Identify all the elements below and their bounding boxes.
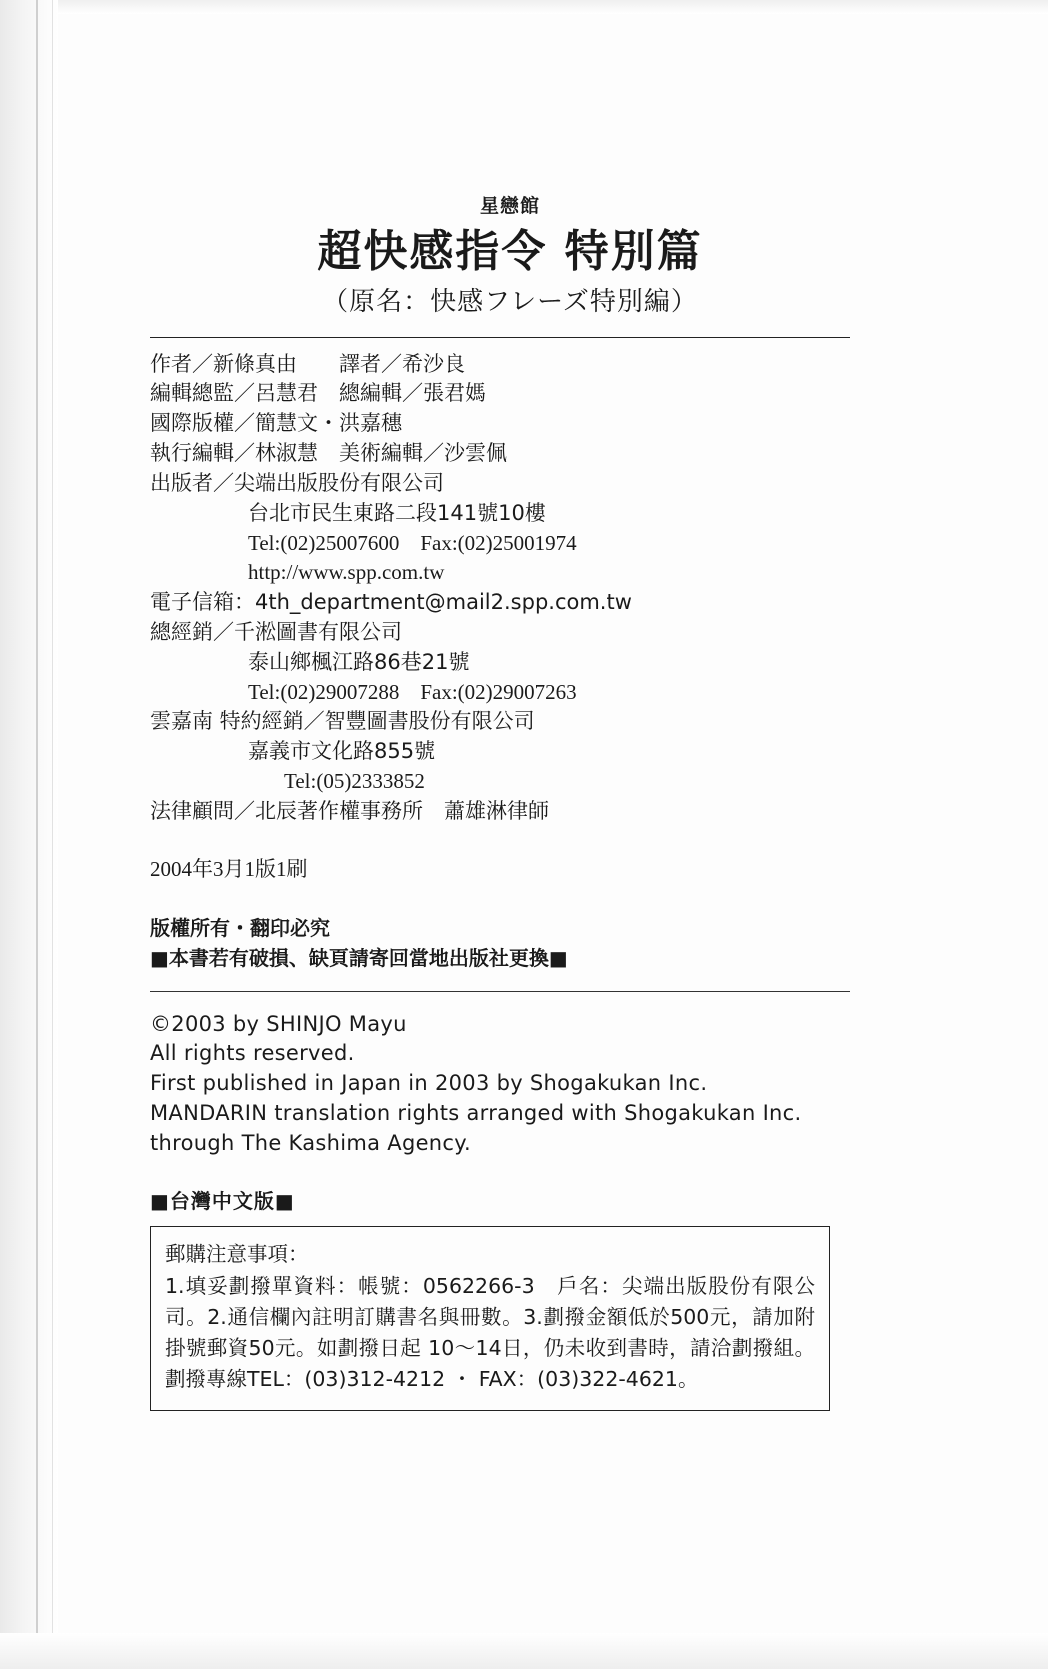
divider-top [150, 337, 850, 338]
scan-edge-left [0, 0, 58, 1669]
distributor-phone-fax: Tel:(02)29007288 Fax:(02)29007263 [248, 679, 577, 704]
credit-legal-counsel: 法律顧問／北辰著作權事務所 蕭雄淋律師 [150, 798, 549, 823]
publication-date: 2004年3月1版1刷 [150, 856, 308, 881]
mail-order-body: 1.填妥劃撥單資料：帳號：0562266-3 戶名：尖端出版股份有限公司。2.通信欄內註明訂購書名與冊數。3.劃撥金額低於500元，請加附掛號郵資50元。如劃撥日起 10～14日，仍未收到書時，請洽劃撥組。劃撥專線TEL：(03)312-4212 ・ FAX：(03)322-4621。 [165, 1274, 815, 1391]
english-translation-rights-line: MANDARIN translation rights arranged with Shogakukan Inc. [150, 1101, 802, 1126]
publisher-website: http://www.spp.com.tw [248, 560, 445, 585]
colophon-content [150, 0, 870, 1411]
credit-author: 作者／新條真由 譯者／希沙良 [150, 351, 465, 376]
english-first-published-line: First published in Japan in 2003 by Shogakukan Inc. [150, 1071, 708, 1096]
regional-distributor-phone: Tel:(05)2333852 [284, 769, 425, 794]
publisher-address: 台北市民生東路二段141號10樓 [248, 500, 546, 525]
english-copyright-line: ©2003 by SHINJO Mayu [150, 1011, 407, 1036]
credit-editor-in-chief: 編輯總監／呂慧君 總編輯／張君媽 [150, 381, 486, 406]
english-copyright-block [150, 1010, 870, 1159]
mail-order-title: 郵購注意事項： [165, 1241, 309, 1266]
credits-block [150, 350, 870, 827]
copyright-notice [150, 913, 870, 973]
credit-email: 電子信箱：4th_department@mail2.spp.com.tw [150, 590, 632, 615]
credit-distributor: 總經銷／千淞圖書有限公司 [150, 619, 402, 644]
credit-international-rights: 國際版權／簡慧文・洪嘉穗 [150, 411, 402, 436]
scan-edge-fold-line [36, 0, 38, 1669]
copyright-notice-line2: ■本書若有破損、缺頁請寄回當地出版社更換■ [150, 945, 568, 970]
page-title: 超快感指令 特別篇 [317, 225, 703, 277]
series-label: 星戀館 [479, 195, 540, 217]
scan-edge-bottom [0, 1633, 1048, 1669]
edition-tag: ■台灣中文版■ [150, 1188, 295, 1213]
credit-publisher: 出版者／尖端出版股份有限公司 [150, 470, 444, 495]
credit-executive-editor: 執行編輯／林淑慧 美術編輯／沙雲佩 [150, 441, 507, 466]
distributor-address: 泰山鄉楓江路86巷21號 [248, 649, 470, 674]
divider-bottom [150, 991, 850, 992]
original-title: （原名：快感フレーズ特別編） [322, 287, 698, 318]
regional-distributor-address: 嘉義市文化路855號 [248, 739, 436, 764]
scan-edge-fold-line-secondary [52, 0, 53, 1669]
credit-regional-distributor: 雲嘉南 特約經銷／智豐圖書股份有限公司 [150, 709, 535, 734]
publisher-phone-fax: Tel:(02)25007600 Fax:(02)25001974 [248, 530, 577, 555]
copyright-notice-line1: 版權所有・翻印必究 [150, 915, 330, 940]
english-agency-line: through The Kashima Agency. [150, 1130, 471, 1155]
mail-order-notice-box [150, 1226, 830, 1412]
english-rights-line: All rights reserved. [150, 1041, 355, 1066]
